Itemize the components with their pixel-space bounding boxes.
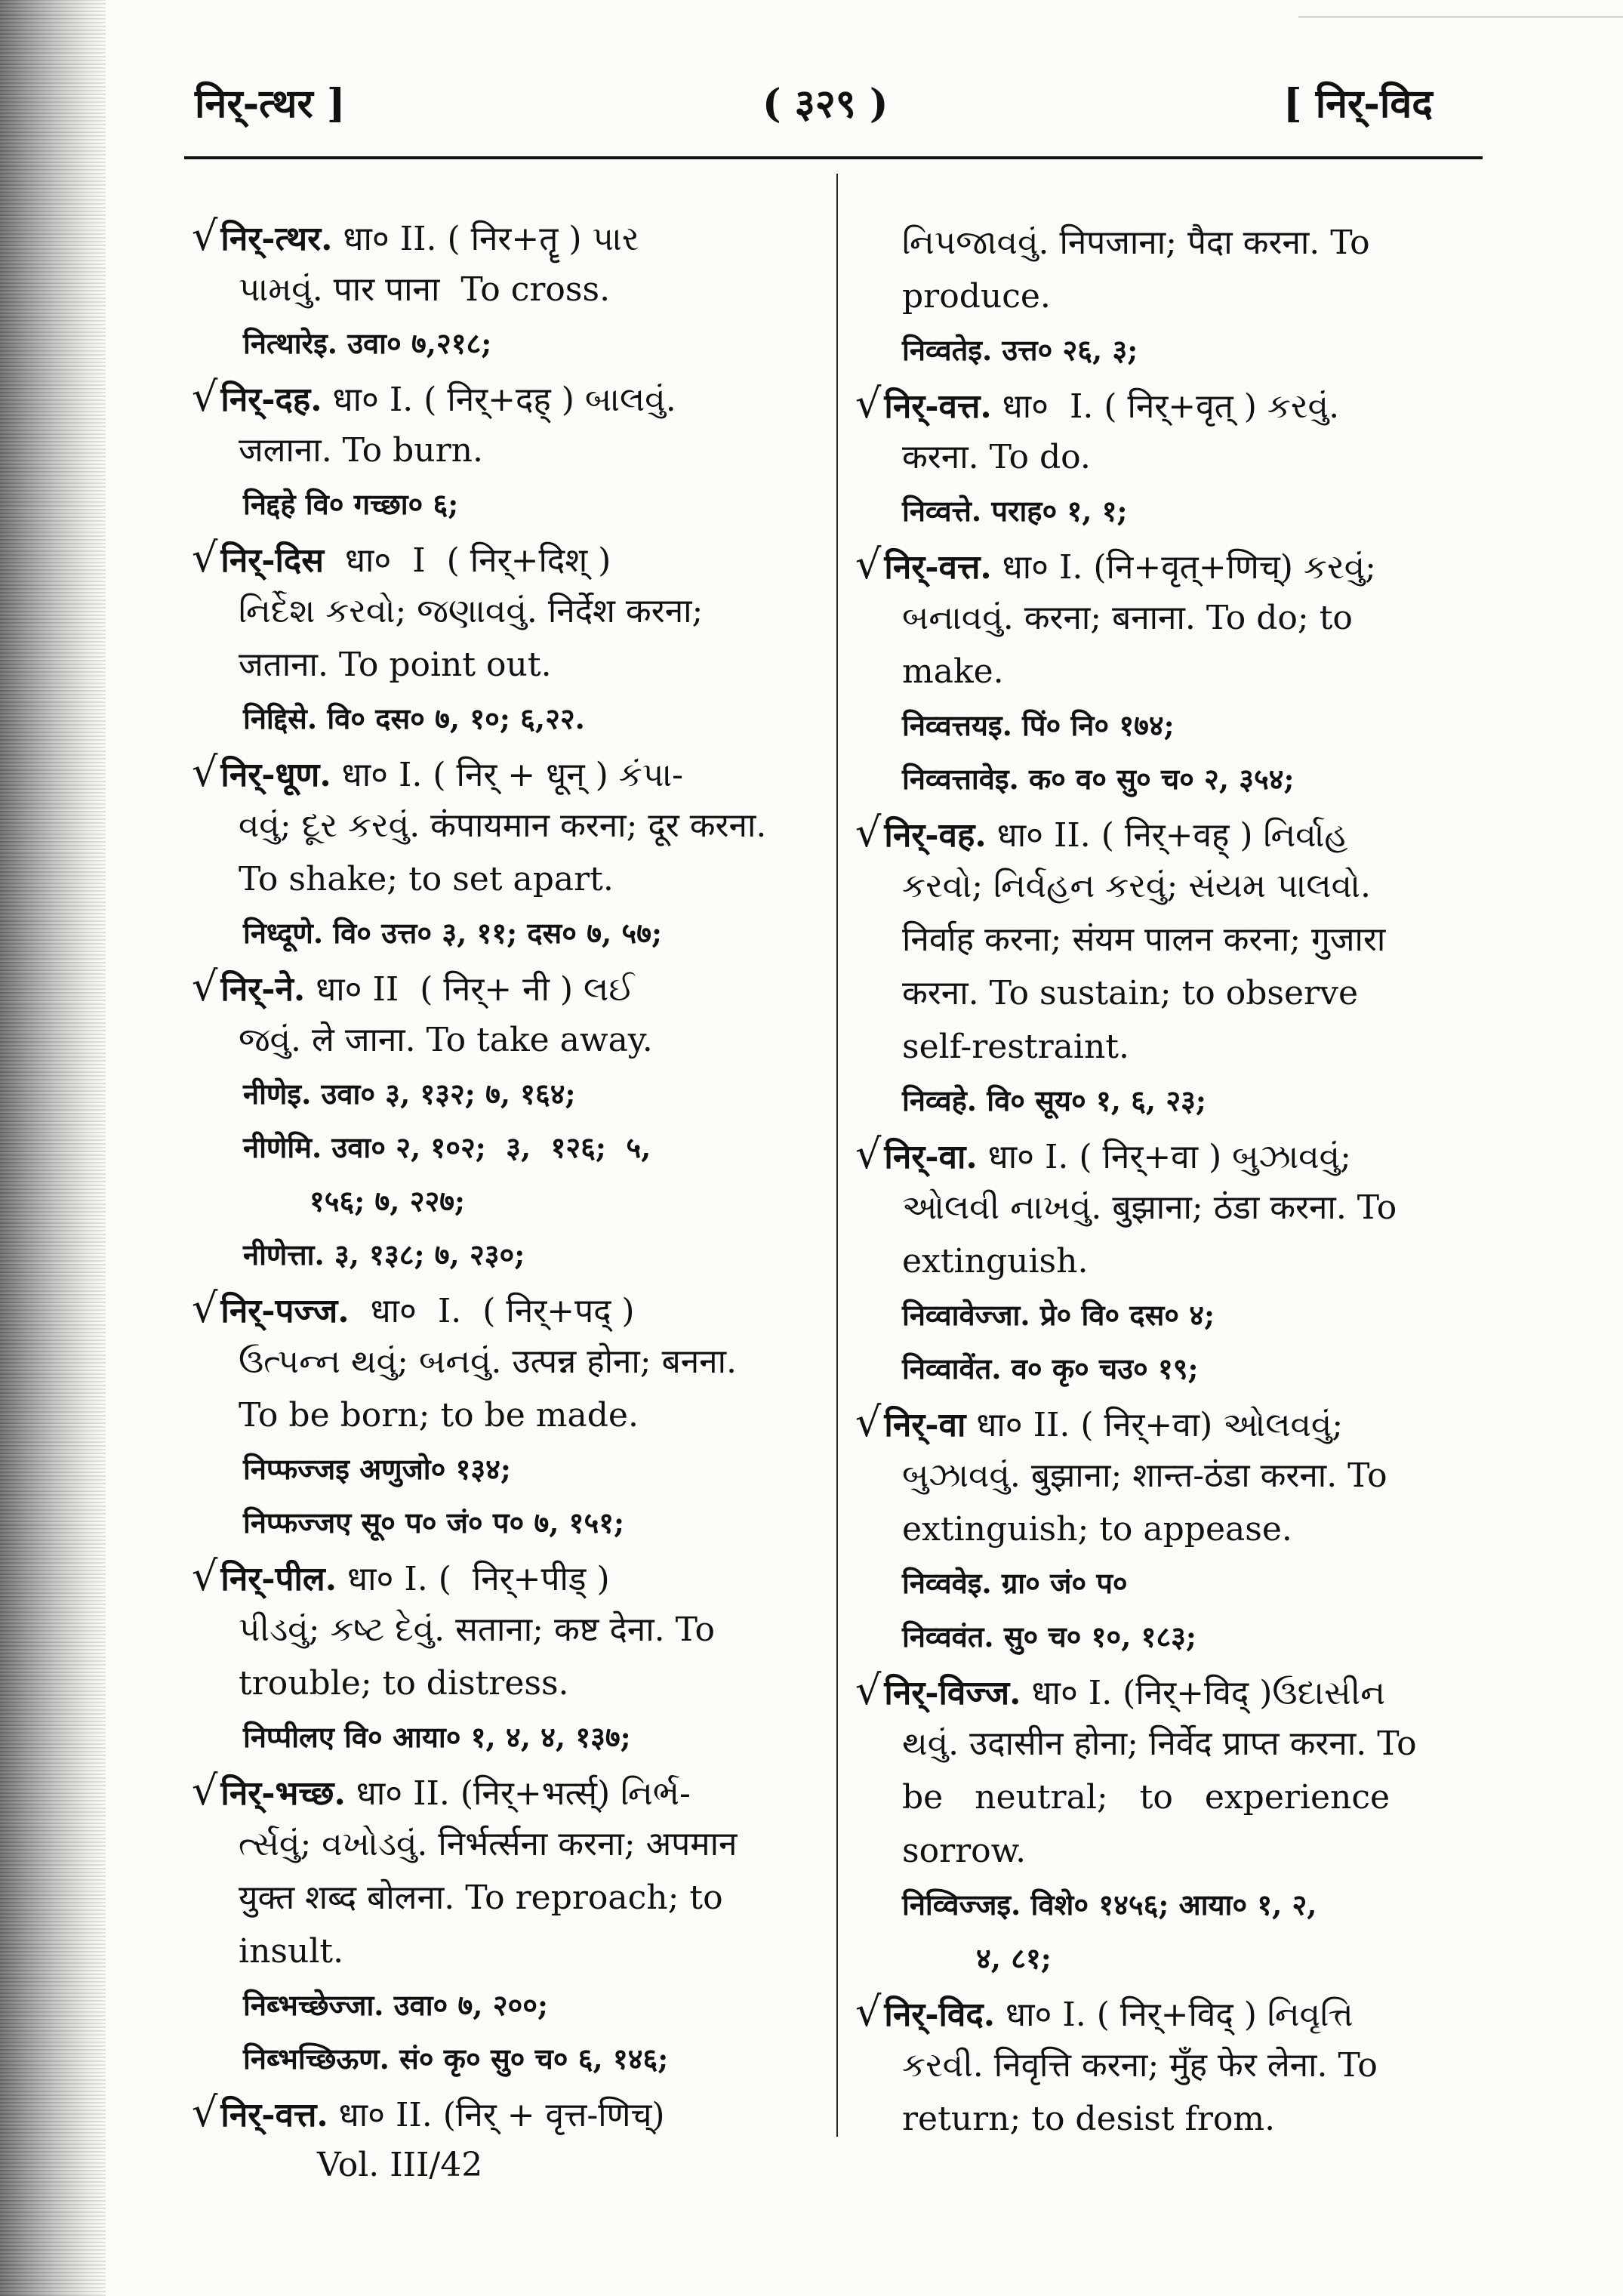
headword: निर्-विद. xyxy=(884,1996,996,2034)
entry-headword-line xyxy=(855,1668,1385,1716)
definition-line: करना. To sustain; to observe xyxy=(902,974,1358,1012)
headword: निर्-विज्ज. xyxy=(884,1674,1021,1712)
citation-line: नीणेइ. उवा० ३, १३२; ७, १६४; xyxy=(243,1077,576,1111)
definition-line: self-restraint. xyxy=(902,1028,1129,1066)
citation-line: नित्थारेइ. उवा० ७,२१८; xyxy=(243,326,492,360)
citation-line: निब्भच्छेज्जा. उवा० ७, २००; xyxy=(243,1988,549,2022)
headword-grammar: धा० I. ( निर् + धून् ) કંપા- xyxy=(331,756,684,794)
root-mark-icon: √ xyxy=(192,212,218,260)
definition-line: જવું. ले जाना. To take away. xyxy=(239,1021,653,1059)
headword-grammar: धा० I. (निर्+विद् )ઉદાસીન xyxy=(1021,1674,1386,1712)
definition-line: return; to desist from. xyxy=(902,2100,1276,2138)
headword-grammar: धा० I. ( निर्+पद् ) xyxy=(349,1292,635,1330)
entry-headword-line xyxy=(192,750,683,798)
root-mark-icon: √ xyxy=(192,1284,218,1332)
definition-line: trouble; to distress. xyxy=(239,1664,569,1703)
root-mark-icon: √ xyxy=(855,380,882,427)
page-number: ( ३२९ ) xyxy=(762,81,888,127)
definition-line: બનાવવું. करना; बनाना. To do; to xyxy=(902,599,1353,637)
headword-grammar: धा० II. (निर् + वृत्त-णिच्) xyxy=(328,2096,665,2134)
column-divider xyxy=(836,174,838,2137)
citation-line: निप्फज्जइ अणुजो० १३४; xyxy=(243,1452,511,1486)
root-mark-icon: √ xyxy=(855,809,882,856)
definition-line: करना. To do. xyxy=(902,438,1091,476)
definition-line: વવું; દૂર કરવું. कंपायमान करना; दूर करना. xyxy=(239,806,767,845)
header-right-guideword: [ निर्-विद xyxy=(1283,81,1433,127)
definition-line: બુઝાવવું. बुझाना; शान्त-ठंडा करना. To xyxy=(902,1456,1387,1495)
headword: निर्-वा xyxy=(884,1406,966,1444)
definition-line: जताना. To point out. xyxy=(239,646,552,684)
definition-line: produce. xyxy=(902,277,1051,316)
definition-line: make. xyxy=(902,652,1004,691)
headword: निर्-वा. xyxy=(884,1138,978,1176)
definition-line: To be born; to be made. xyxy=(239,1396,639,1435)
definition-line: કરવો; નિર્વહન કરવું; સંયમ પાલવો. xyxy=(902,867,1371,905)
definition-line: युक्त शब्द बोलना. To reproach; to xyxy=(239,1878,723,1917)
headword-grammar: धा० I. ( निर्+विद् ) નિવૃત્તિ xyxy=(995,1996,1354,2034)
entry-headword-line xyxy=(855,1400,1343,1448)
root-mark-icon: √ xyxy=(855,1666,882,1714)
entry-headword-line xyxy=(192,374,676,423)
definition-line: To shake; to set apart. xyxy=(239,860,614,898)
citation-line: निव्वहे. वि० सूय० १, ६, २३; xyxy=(902,1083,1206,1117)
definition-line: પીડવું; કષ્ટ દેવું. सताना; कष्ट देना. To xyxy=(239,1610,716,1649)
headword-grammar: धा० I. ( निर्+वृत् ) કરવું. xyxy=(991,387,1340,426)
headword-grammar: धा० I ( निर्+दिश् ) xyxy=(324,541,611,580)
headword: निर्-त्थर. xyxy=(220,220,333,258)
headword: निर्-वत्त. xyxy=(220,2096,328,2134)
definition-line: जलाना. To burn. xyxy=(239,431,483,470)
headword-grammar: धा० II. ( निर्+वह् ) નિર્વાહ xyxy=(986,816,1348,855)
definition-line: extinguish. xyxy=(902,1242,1089,1281)
citation-line: ४, ८१; xyxy=(976,1941,1052,1975)
citation-line: नीणेमि. उवा० २, १०२; ३, १२६; ५, xyxy=(243,1130,651,1164)
root-mark-icon: √ xyxy=(855,1398,882,1446)
definition-line: થવું. उदासीन होना; निर्वेद प्राप्त करना. To xyxy=(902,1724,1417,1763)
root-mark-icon: √ xyxy=(192,373,218,421)
root-mark-icon: √ xyxy=(855,541,882,588)
definition-line: extinguish; to appease. xyxy=(902,1510,1292,1549)
headword: निर्-दिस xyxy=(220,541,324,580)
definition-line: insult. xyxy=(239,1932,344,1971)
root-mark-icon: √ xyxy=(192,1767,218,1814)
citation-line: निब्भच्छिऊण. सं० कृ० सु० च० ६, १४६; xyxy=(243,2042,669,2076)
definition-line: નિર્દેશ કરવો; જણાવવું. निर्देश करना; xyxy=(239,592,704,630)
citation-line: निव्वत्तावेइ. क० व० सु० च० २, ३५४; xyxy=(902,762,1295,796)
root-mark-icon: √ xyxy=(855,1988,882,2036)
citation-line: निव्ववेइ. ग्रा० जं० प० xyxy=(902,1566,1128,1600)
entry-headword-line xyxy=(192,1554,610,1602)
headword: निर्-भच्छ. xyxy=(220,1774,346,1813)
root-mark-icon: √ xyxy=(192,1552,218,1600)
citation-line: निव्वतेइ. उत्त० २६, ३; xyxy=(902,333,1138,367)
definition-line: કરવી. निवृत्ति करना; मुँह फेर लेना. To xyxy=(902,2046,1378,2085)
headword-grammar: धा० II. ( निर्+वा) ઓલવવું; xyxy=(965,1406,1344,1444)
headword: निर्-वत्त. xyxy=(884,548,992,587)
entry-headword-line xyxy=(192,1768,691,1817)
root-mark-icon: √ xyxy=(192,534,218,581)
citation-line: निव्ववंत. सु० च० १०, १८३; xyxy=(902,1620,1196,1653)
definition-line: be neutral; to experience xyxy=(902,1778,1390,1817)
headword: निर्-धूण. xyxy=(220,756,331,794)
headword-grammar: धा० I. ( निर्+पीड् ) xyxy=(337,1560,610,1598)
root-mark-icon: √ xyxy=(855,1130,882,1178)
definition-line: નિપજાવવું. निपजाना; पैदा करना. To xyxy=(902,223,1370,262)
definition-line: ઉત્પન્ન થવું; બનવું. उत्पन्न होना; बनना. xyxy=(239,1342,737,1381)
root-mark-icon: √ xyxy=(192,2088,218,2136)
root-mark-icon: √ xyxy=(192,963,218,1010)
headword: निर्-वत्त. xyxy=(884,387,992,426)
citation-line: १५६; ७, २२७; xyxy=(310,1184,466,1218)
headword: निर्-वह. xyxy=(884,816,987,855)
volume-footer: Vol. III/42 xyxy=(317,2146,483,2184)
citation-line: निव्वत्तयइ. पिं० नि० १७४; xyxy=(902,708,1175,742)
header-rule xyxy=(184,156,1483,159)
root-mark-icon: √ xyxy=(192,748,218,796)
definition-line: निर्वाह करना; संयम पालन करना; गुजारा xyxy=(902,920,1386,959)
headword-grammar: धा० I. ( निर्+वा ) બુઝાવવું; xyxy=(977,1138,1351,1176)
entry-headword-line xyxy=(192,964,634,1012)
citation-line: निद्दिसे. वि० दस० ७, १०; ६,२२. xyxy=(243,701,585,735)
headword: निर्-दह. xyxy=(220,381,322,419)
entry-headword-line xyxy=(855,1989,1354,2038)
headword: निर्-पील. xyxy=(220,1560,337,1598)
definition-line: પામવું. पार पाना To cross. xyxy=(239,270,611,309)
definition-line: ર્ત્સવું; વખોડવું. निर्भर्त्सना करना; अपमान xyxy=(239,1825,738,1863)
citation-line: निद्दहे वि० गच्छा० ६; xyxy=(243,487,459,521)
book-binding-shadow xyxy=(0,0,106,2296)
header-left-guideword: निर्-त्थर ] xyxy=(195,81,346,127)
headword-grammar: धा० I. (नि+वृत्+णिच्) કરવું; xyxy=(991,548,1376,587)
entry-headword-line xyxy=(192,535,611,584)
entry-headword-line xyxy=(855,810,1348,858)
citation-line: निध्दूणे. वि० उत्त० ३, ११; दस० ७, ५७; xyxy=(243,916,662,950)
headword-grammar: धा० I. ( निर्+दह् ) બાલવું. xyxy=(322,381,676,419)
entry-headword-line xyxy=(192,214,639,262)
definition-line: sorrow. xyxy=(902,1832,1027,1870)
entry-headword-line xyxy=(192,2090,665,2138)
headword-grammar: धा० II. ( निर+तॄ ) પાર xyxy=(332,220,639,258)
headword-grammar: धा० II ( निर्+ नी ) લઈ xyxy=(305,970,635,1009)
entry-headword-line xyxy=(855,1132,1351,1180)
headword: निर्-ने. xyxy=(220,970,306,1009)
citation-line: निप्फज्जए सू० प० जं० प० ७, १५१; xyxy=(243,1505,624,1539)
entry-headword-line xyxy=(192,1286,635,1334)
citation-line: निव्वावेज्जा. प्रे० वि० दस० ४; xyxy=(902,1298,1215,1332)
citation-line: निव्वत्ते. पराह० १, १; xyxy=(902,494,1128,528)
citation-line: नीणेत्ता. ३, १३८; ७, २३०; xyxy=(243,1237,525,1271)
entry-headword-line xyxy=(855,381,1339,430)
entry-headword-line xyxy=(855,542,1376,590)
headword-grammar: धा० II. (निर्+भर्त्स्) નિર્ભ- xyxy=(345,1774,691,1813)
headword: निर्-पज्ज. xyxy=(220,1292,350,1330)
citation-line: निव्वावेंत. व० कृ० चउ० १९; xyxy=(902,1351,1199,1385)
citation-line: निव्विज्जइ. विशे० १४५६; आया० १, २, xyxy=(902,1888,1317,1922)
citation-line: निप्पीलए वि० आया० १, ४, ४, १३७; xyxy=(243,1720,631,1754)
definition-line: ઓલવી નાખવું. बुझाना; ठंडा करना. To xyxy=(902,1188,1397,1227)
